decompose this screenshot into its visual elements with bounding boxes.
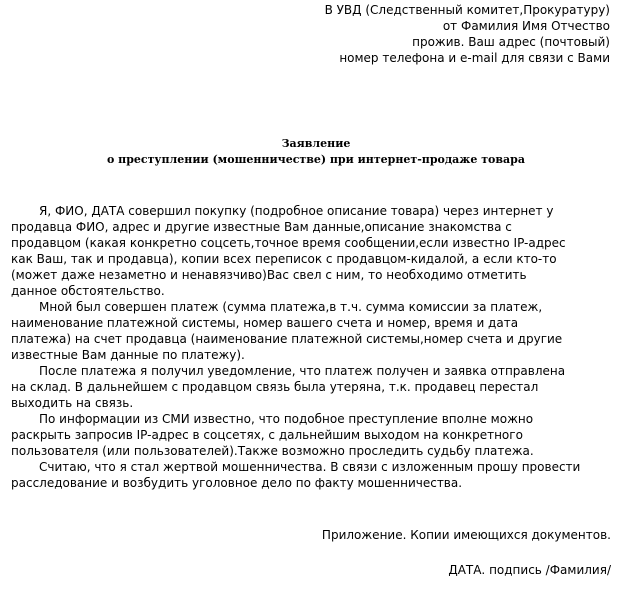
addressee-line: В УВД (Следственный комитет,Прокуратуру)	[324, 3, 610, 17]
body-line: пользователя (или пользователей).Также возможно проследить судьбу платежа.	[11, 444, 534, 458]
body-line: продавцом (какая конкретно соцсеть,точное время сообщении,если известно IP-адрес	[11, 236, 566, 250]
body-line: Считаю, что я стал жертвой мошенничества. В связи с изложенным прошу провести	[39, 460, 581, 474]
body-line: как Ваш, так и продавца), копии всех переписок с продавцом-кидалой, а если кто-то	[11, 252, 557, 266]
body-line: раскрыть запросив IP-адрес в соцсетях, с дальнейшим выходом на конкретного	[11, 428, 523, 442]
document-title: Заявление	[281, 137, 351, 150]
addressee-block	[325, 2, 610, 66]
statement-body	[11, 203, 616, 491]
appendix-note: Приложение. Копии имеющихся документов.	[321, 528, 611, 542]
body-line: на склад. В дальнейшем с продавцом связь была утеряна, т.к. продавец перестал	[11, 380, 539, 394]
body-line: наименование платежной системы, номер вашего счета и номер, время и дата	[11, 316, 519, 330]
body-line: известные Вам данные по платежу).	[11, 348, 245, 362]
body-line: данное обстоятельство.	[11, 284, 165, 298]
body-line: расследование и возбудить уголовное дело по факту мошенничества.	[11, 476, 463, 490]
sender-name-line: от Фамилия Имя Отчество	[442, 19, 610, 33]
body-line: Мной был совершен платеж (сумма платежа,в т.ч. сумма комиссии за платеж,	[39, 300, 543, 314]
body-line: По информации из СМИ известно, что подобное преступление вполне можно	[39, 412, 534, 426]
body-line: После платежа я получил уведомление, что платеж получен и заявка отправлена	[39, 364, 566, 378]
sender-contact-line: номер телефона и e-mail для связи с Вами	[339, 51, 610, 65]
document-subtitle: о преступлении (мошенничестве) при интернет-продаже товара	[107, 153, 525, 166]
body-line: выходить на связь.	[11, 396, 134, 410]
signature-line: ДАТА. подпись /Фамилия/	[448, 563, 611, 577]
body-line: продавца ФИО, адрес и другие известные Вам данные,описание знакомства с	[11, 220, 512, 234]
body-line: (может даже незаметно и ненавязчиво)Вас свел с ним, то необходимо отметить	[11, 268, 527, 282]
body-line: Я, ФИО, ДАТА совершил покупку (подробное описание товара) через интернет у	[39, 204, 554, 218]
body-line: платежа) на счет продавца (наименование платежной системы,номер счета и другие	[11, 332, 563, 346]
sender-address-line: прожив. Ваш адрес (почтовый)	[412, 35, 610, 49]
